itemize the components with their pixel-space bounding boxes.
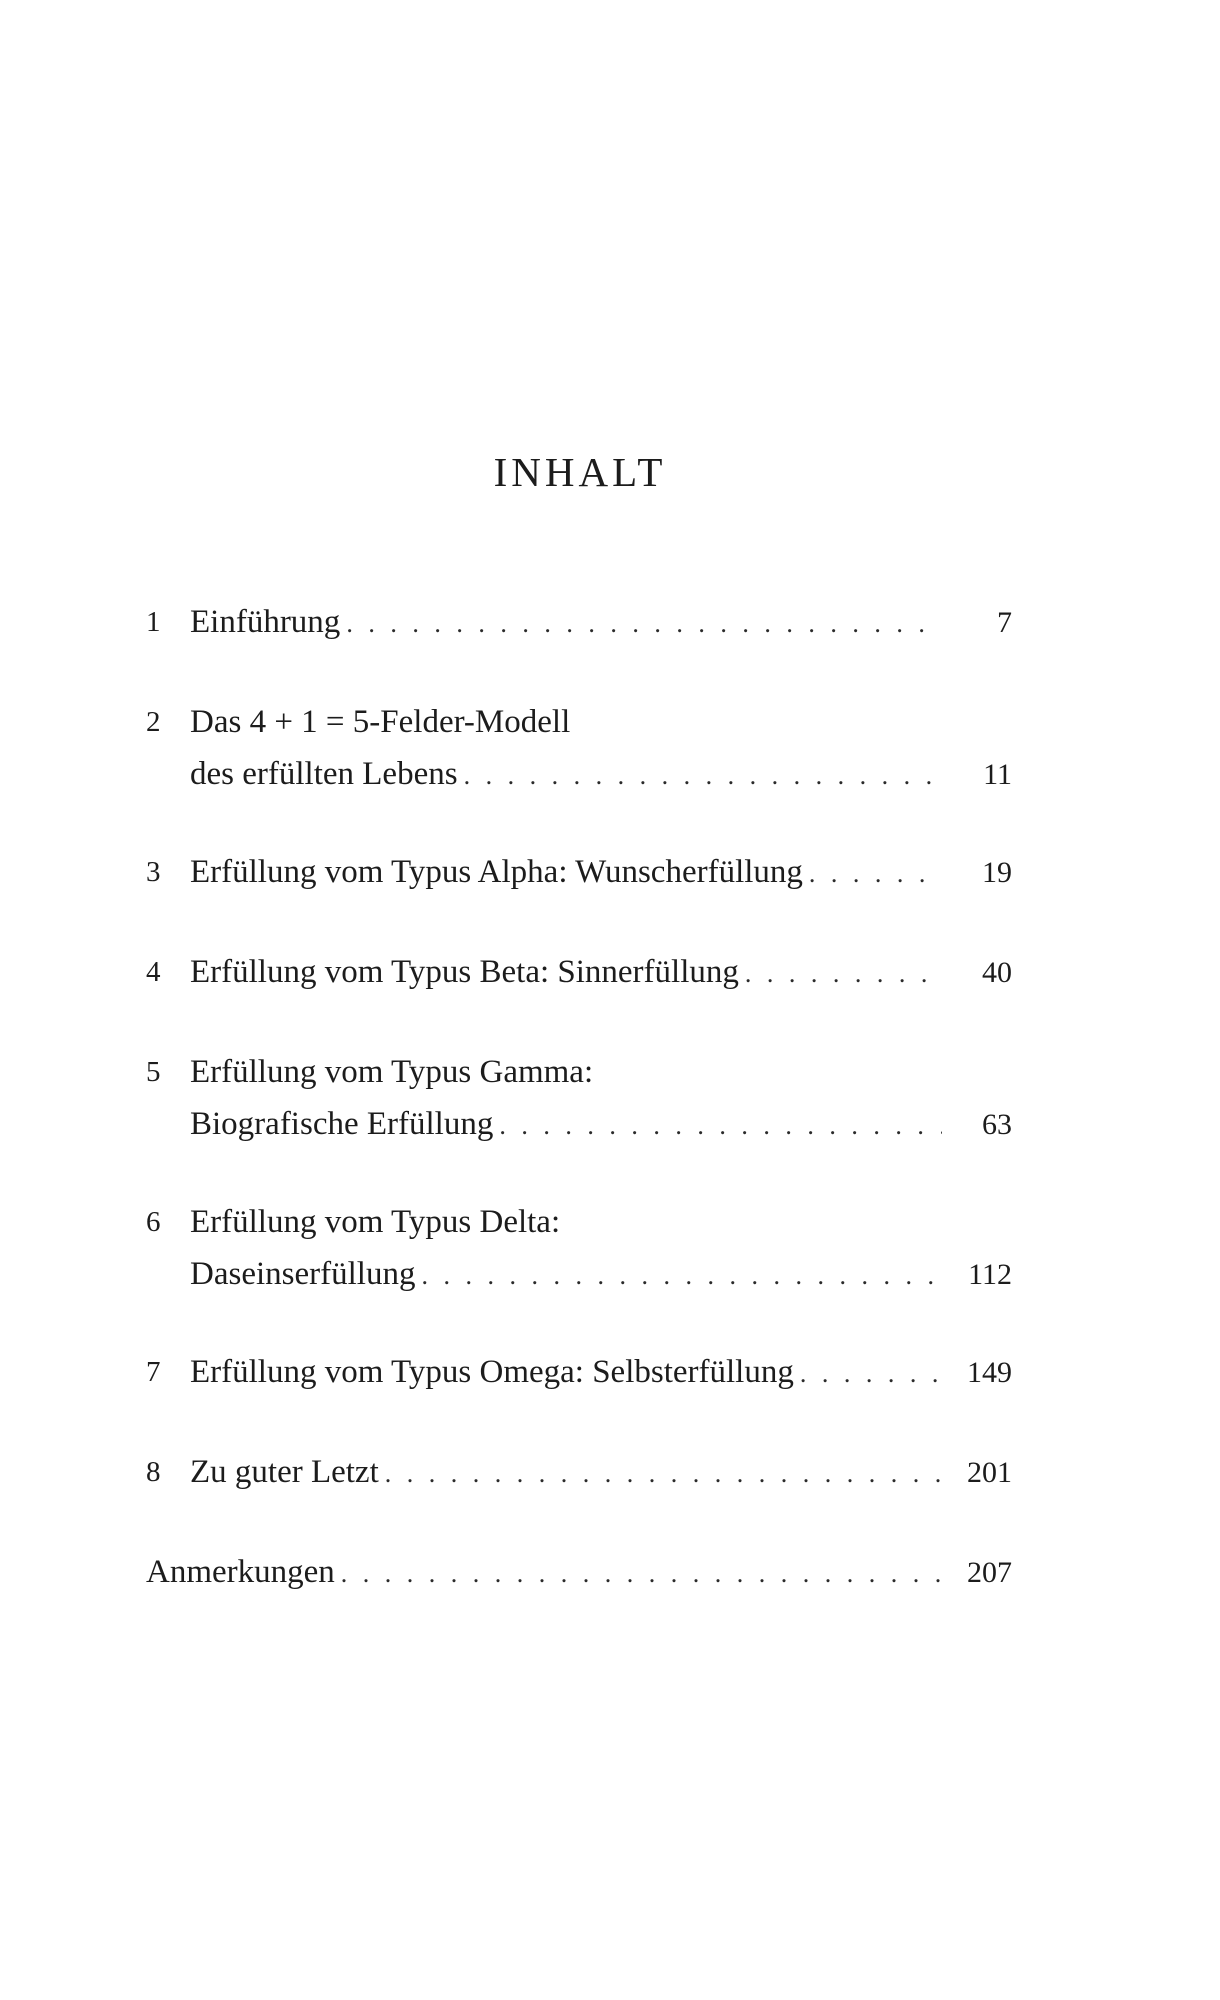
chapter-number: 7 <box>146 1356 161 1388</box>
chapter-number: 4 <box>146 956 161 988</box>
chapter-number: 3 <box>146 856 161 888</box>
page-number: 63 <box>982 1108 1012 1141</box>
dot-leader <box>745 948 942 1000</box>
toc-entry-2[interactable] <box>146 696 1012 802</box>
toc-entry-6[interactable] <box>146 1196 1012 1302</box>
dot-leader <box>499 1100 942 1152</box>
chapter-number: 5 <box>146 1056 161 1088</box>
page-number: 7 <box>997 606 1012 639</box>
chapter-title-line-1: Das 4 + 1 = 5-Felder-Modell <box>190 704 571 740</box>
chapter-title-line-1: Erfüllung vom Typus Gamma: <box>190 1054 594 1090</box>
page-number: 149 <box>967 1356 1012 1389</box>
chapter-title: Zu guter Letzt <box>190 1454 379 1490</box>
toc-entry-7[interactable] <box>146 1346 1012 1400</box>
chapter-title-line-2: Daseinserfüllung <box>190 1256 416 1292</box>
toc-entry-notes[interactable] <box>146 1546 1012 1600</box>
page-number: 19 <box>982 856 1012 889</box>
chapter-number: 1 <box>146 606 161 638</box>
dot-leader <box>341 1548 942 1600</box>
chapter-title: Erfüllung vom Typus Omega: Selbsterfüllung <box>190 1354 794 1390</box>
dot-leader <box>421 1250 942 1302</box>
chapter-title-line-2: des erfüllten Lebens <box>190 756 458 792</box>
chapter-title: Erfüllung vom Typus Beta: Sinnerfüllung <box>190 954 739 990</box>
toc-entry-5[interactable] <box>146 1046 1012 1152</box>
toc-entry-3[interactable] <box>146 846 1012 900</box>
dot-leader <box>385 1448 942 1500</box>
page-number: 207 <box>967 1556 1012 1589</box>
page-title: INHALT <box>493 449 667 495</box>
toc-entry-1[interactable] <box>146 596 1012 650</box>
toc-entry-4[interactable] <box>146 946 1012 1000</box>
toc-entry-8[interactable] <box>146 1446 1012 1500</box>
chapter-title: Einführung <box>190 604 341 640</box>
page-number: 11 <box>983 758 1012 791</box>
page-number: 112 <box>968 1258 1012 1291</box>
page-number: 201 <box>967 1456 1012 1489</box>
chapter-title-line-2: Biografische Erfüllung <box>190 1106 494 1142</box>
chapter-number: 6 <box>146 1206 161 1238</box>
chapter-title: Erfüllung vom Typus Alpha: Wunscherfüllung <box>190 854 803 890</box>
chapter-number: 2 <box>146 706 161 738</box>
chapter-title-line-1: Erfüllung vom Typus Delta: <box>190 1204 561 1240</box>
chapter-title: Anmerkungen <box>146 1554 335 1590</box>
dot-leader <box>800 1348 942 1400</box>
chapter-number: 8 <box>146 1456 161 1488</box>
dot-leader <box>464 750 942 802</box>
dot-leader <box>346 598 942 650</box>
page-number: 40 <box>982 956 1012 989</box>
dot-leader <box>809 848 942 900</box>
